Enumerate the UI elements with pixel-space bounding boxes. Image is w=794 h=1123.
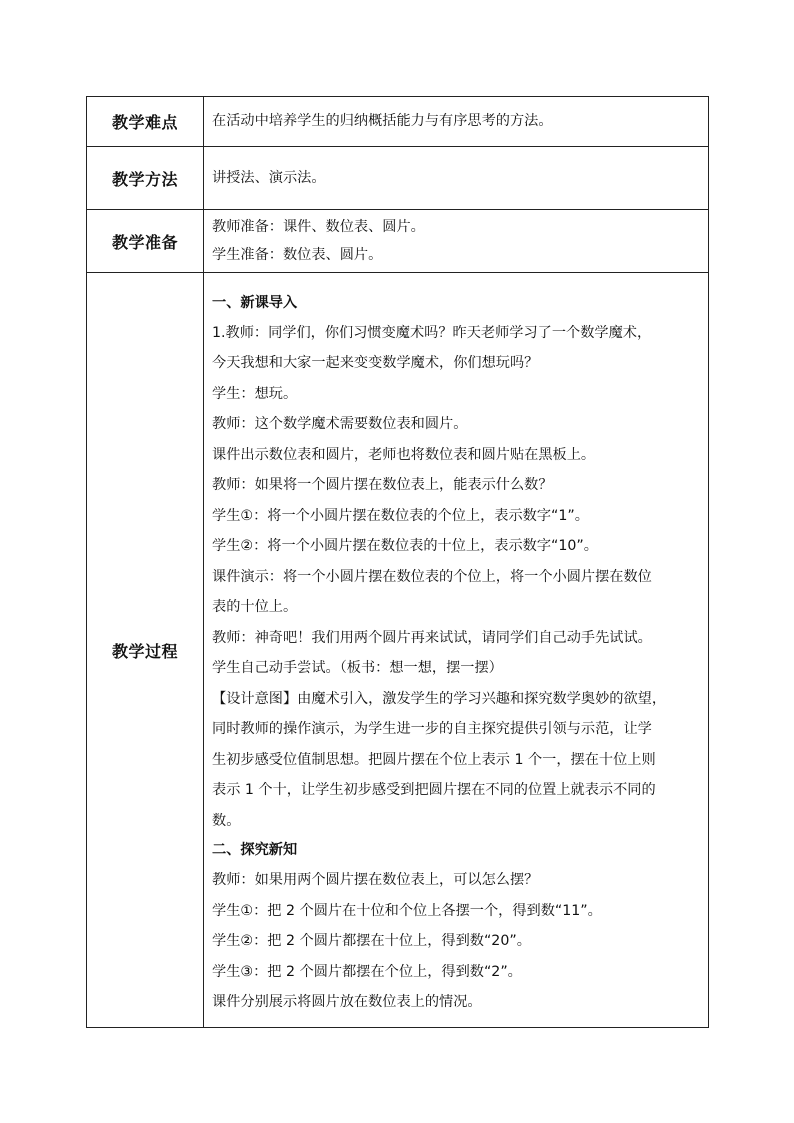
design-intent-line: 数。 — [212, 812, 241, 829]
teacher-preparation: 教师准备：课件、数位表、圆片。 — [212, 218, 425, 235]
content-teaching-method — [204, 147, 709, 210]
text-line: 学生③：把 2 个圆片都摆在个位上，得到数“2”。 — [212, 963, 522, 980]
text-line: 今天我想和大家一起来变变数学魔术，你们想玩吗？ — [212, 355, 539, 371]
label-teaching-process: 教学过程 — [87, 273, 204, 1028]
content-teaching-process — [204, 273, 709, 1028]
row-teaching-preparation — [87, 210, 709, 273]
text-line: 1.教师：同学们，你们习惯变魔术吗？昨天老师学习了一个数学魔术， — [212, 324, 652, 341]
explore-dialogue — [212, 865, 702, 1018]
text-line: 学生②：把 2 个圆片都摆在十位上，得到数“20”。 — [212, 933, 531, 949]
text-line: 学生：想玩。 — [212, 385, 298, 402]
student-preparation: 学生准备：数位表、圆片。 — [212, 247, 383, 263]
label-teaching-difficulty: 教学难点 — [87, 97, 204, 147]
section-heading-intro: 一、新课导入 — [212, 294, 298, 311]
method-text: 讲授法、演示法。 — [212, 169, 326, 186]
text-line: 学生①：将一个小圆片摆在数位表的个位上，表示数字“1”。 — [212, 507, 589, 524]
design-intent-line: 同时教师的操作演示，为学生进一步的自主探究提供引领与示范，让学 — [212, 721, 652, 737]
intro-dialogue — [212, 318, 702, 684]
difficulty-text: 在活动中培养学生的归纳概括能力与有序思考的方法。 — [212, 113, 553, 129]
section-heading-explore: 二、探究新知 — [212, 842, 298, 858]
design-intent-line: 表示 1 个十，让学生初步感受到把圆片摆在不同的位置上就表示不同的 — [212, 782, 656, 798]
text-line: 课件演示：将一个小圆片摆在数位表的个位上，将一个小圆片摆在数位 — [212, 568, 652, 585]
lesson-plan-table — [86, 96, 709, 1028]
content-teaching-preparation — [204, 210, 709, 273]
text-line: 教师：如果将一个圆片摆在数位表上，能表示什么数？ — [212, 477, 553, 493]
text-line: 教师：神奇吧！我们用两个圆片再来试试，请同学们自己动手先试试。 — [212, 629, 652, 646]
text-line: 表的十位上。 — [212, 599, 298, 615]
design-intent-line: 【设计意图】由魔术引入，激发学生的学习兴趣和探究数学奥妙的欲望， — [212, 690, 667, 707]
text-line: 学生自己动手尝试。（板书：想一想，摆一摆） — [212, 660, 503, 676]
text-line: 学生①：把 2 个圆片在十位和个位上各摆一个，得到数“11”。 — [212, 902, 602, 919]
text-line: 学生②：将一个小圆片摆在数位表的十位上，表示数字“10”。 — [212, 538, 598, 554]
text-line: 教师：这个数学魔术需要数位表和圆片。 — [212, 416, 468, 432]
row-teaching-difficulty — [87, 97, 709, 147]
row-teaching-process — [87, 273, 709, 1028]
text-line: 课件分别展示将圆片放在数位表上的情况。 — [212, 994, 482, 1010]
label-teaching-preparation: 教学准备 — [87, 210, 204, 273]
text-line: 教师：如果用两个圆片摆在数位表上，可以怎么摆？ — [212, 872, 539, 888]
text-line: 课件出示数位表和圆片，老师也将数位表和圆片贴在黑板上。 — [212, 446, 596, 463]
design-intent — [212, 684, 702, 837]
row-teaching-method — [87, 147, 709, 210]
content-teaching-difficulty — [204, 97, 709, 147]
design-intent-line: 生初步感受位值制思想。把圆片摆在个位上表示 1 个一，摆在十位上则 — [212, 751, 656, 768]
label-teaching-method: 教学方法 — [87, 147, 204, 210]
